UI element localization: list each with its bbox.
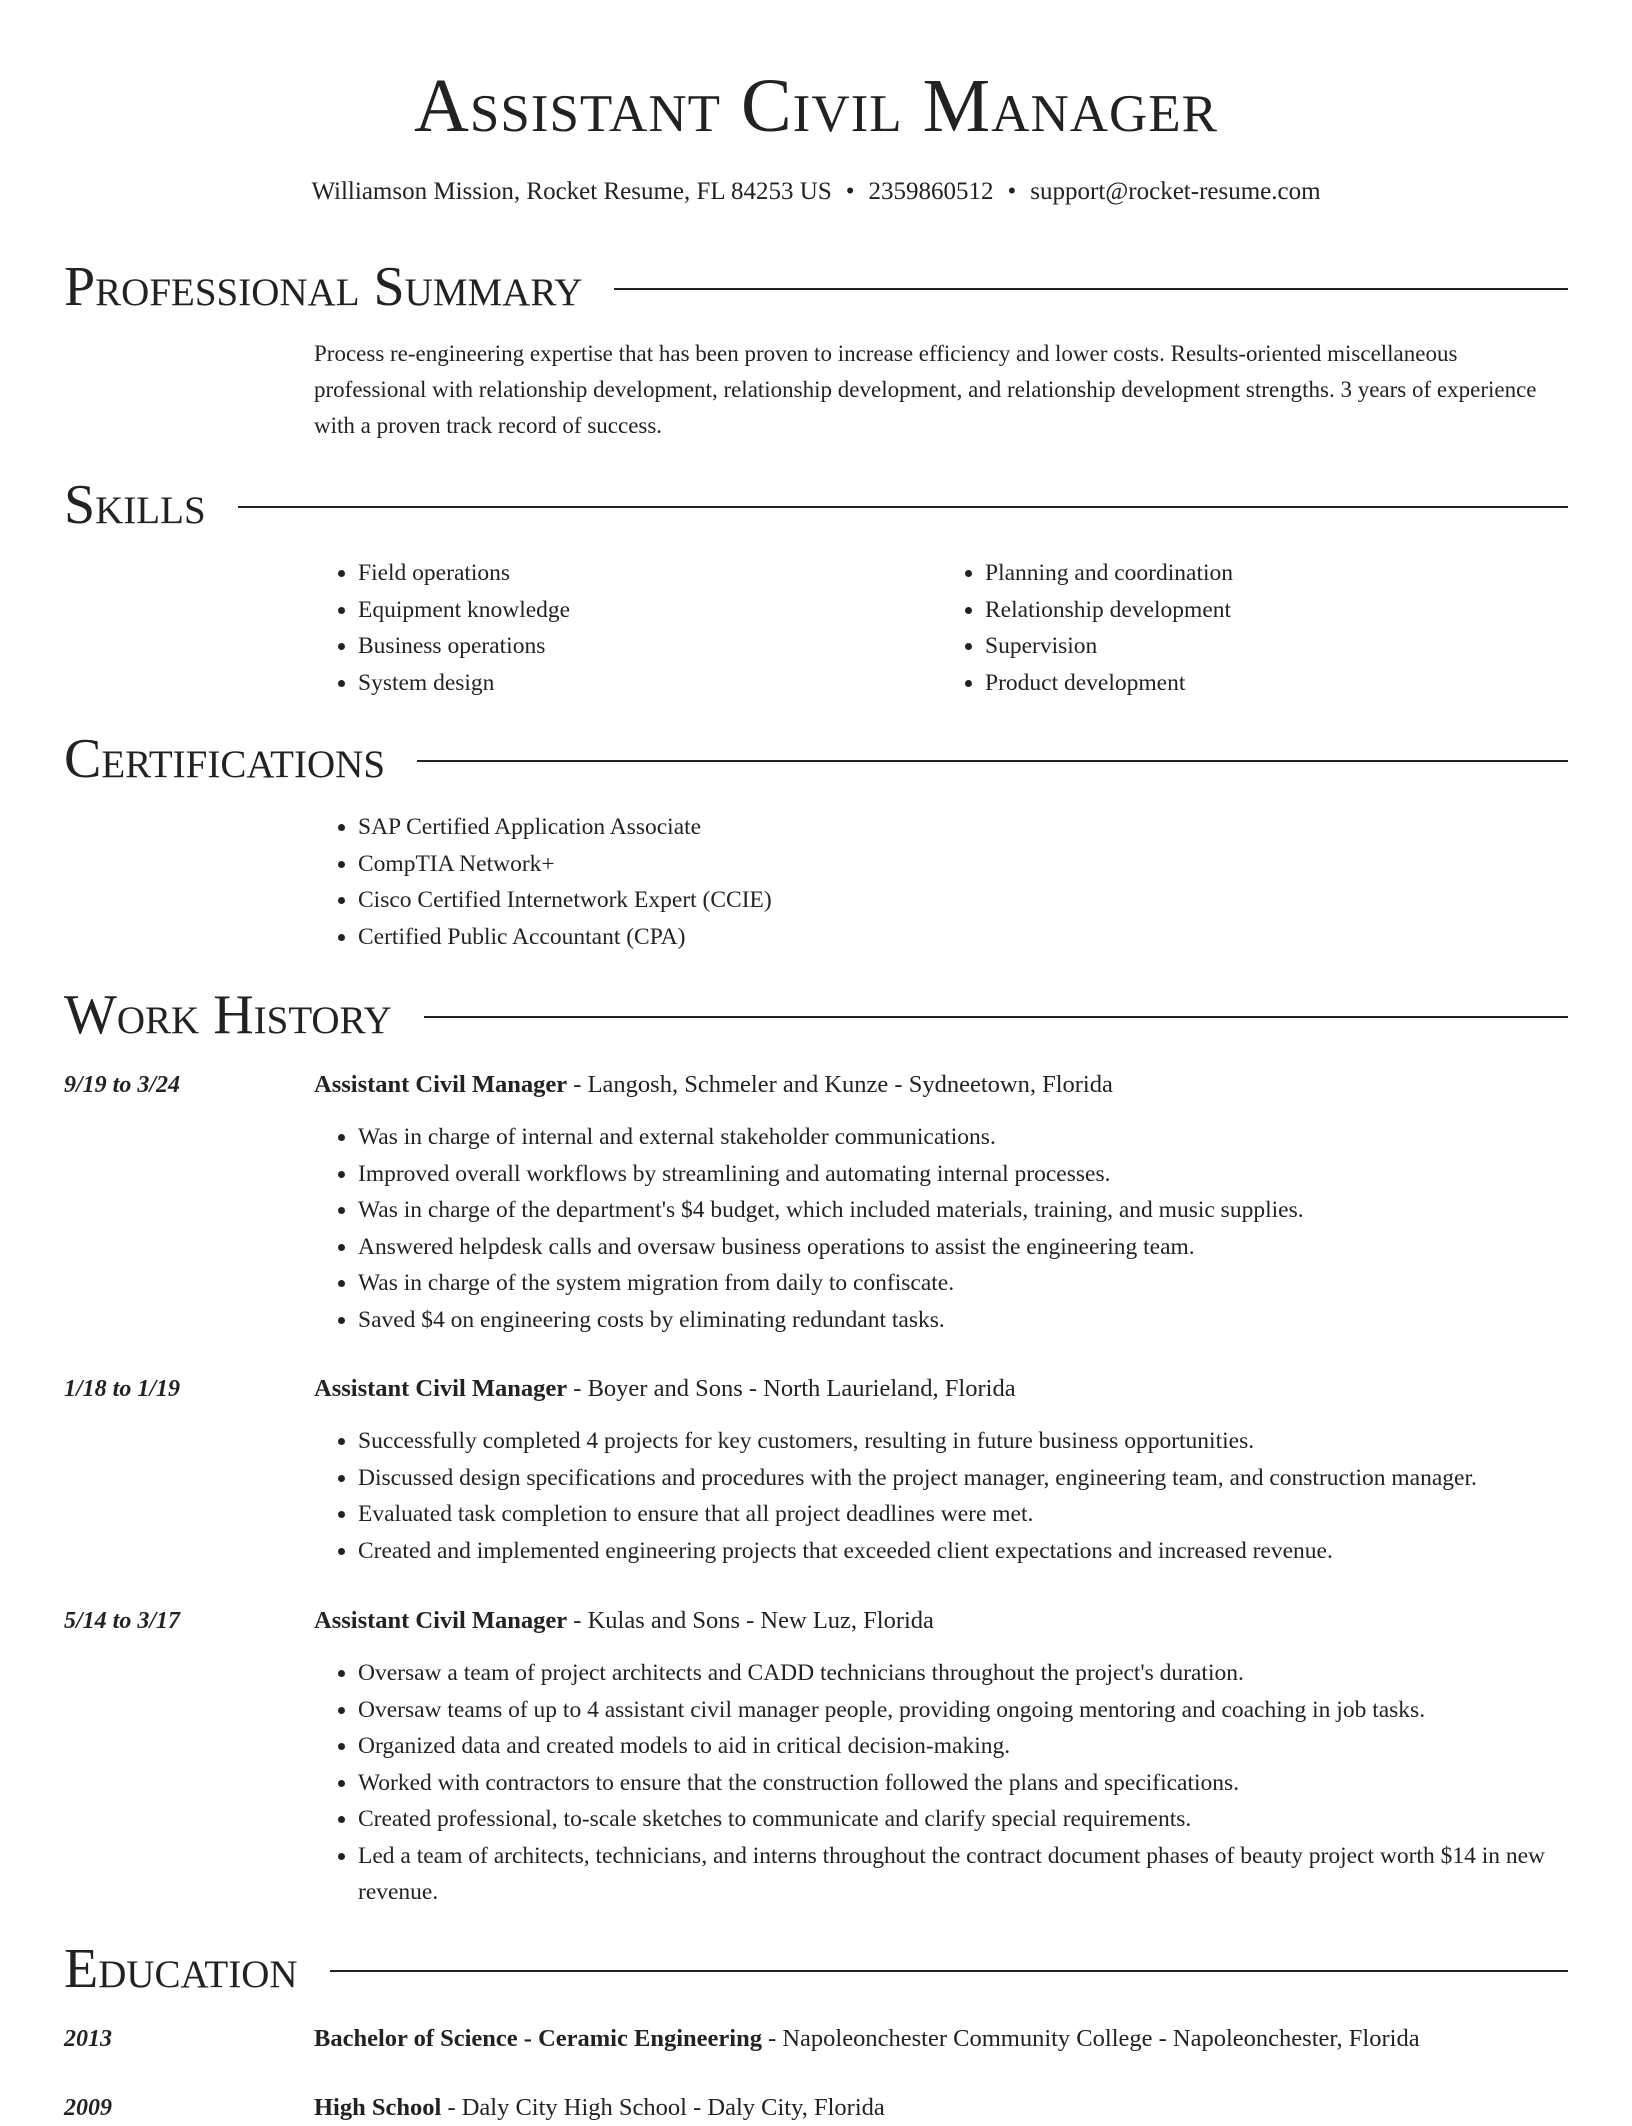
responsibility-item: • Answered helpdesk calls and oversaw business operations to assist the engineering team. xyxy=(358,1229,1568,1266)
skill-item: • Equipment knowledge xyxy=(358,592,941,629)
responsibility-item: • Saved $4 on engineering costs by eliminating redundant tasks. xyxy=(358,1302,1568,1339)
skill-item: • Supervision xyxy=(985,628,1568,665)
responsibility-item: • Was in charge of the department's $4 budget, which included materials, training, and music supplies. xyxy=(358,1192,1568,1229)
responsibility-item: • Oversaw teams of up to 4 assistant civil manager people, providing ongoing mentoring and coaching in job tasks. xyxy=(358,1692,1568,1729)
email: support@rocket-resume.com xyxy=(1030,178,1321,205)
certification-item: • Cisco Certified Internetwork Expert (CCIE) xyxy=(358,882,1568,919)
job-employer: - Boyer and Sons - North Laurieland, Florida xyxy=(567,1375,1016,1402)
skill-item: • System design xyxy=(358,665,941,702)
job-title xyxy=(314,1371,1568,1407)
responsibility-item: • Created and implemented engineering projects that exceeded client expectations and increased revenue. xyxy=(358,1533,1568,1570)
job-position: Assistant Civil Manager xyxy=(314,1071,568,1098)
certification-item: • Certified Public Accountant (CPA) xyxy=(358,919,1568,956)
summary-text: Process re-engineering expertise that has been proven to increase efficiency and lower costs. Results-oriented miscellaneous professional with relationship development, relationship development, and relationship development strengths. 3 years of experience with a proven track record of success. xyxy=(314,341,1537,438)
section-divider xyxy=(424,1016,1568,1018)
separator: • xyxy=(1007,178,1017,205)
job-employer: - Langosh, Schmeler and Kunze - Sydneetown, Florida xyxy=(567,1071,1113,1098)
school: - Daly City High School - Daly City, Florida xyxy=(441,2094,885,2121)
responsibility-item: • Was in charge of internal and external stakeholder communications. xyxy=(358,1119,1568,1156)
skill-item: • Business operations xyxy=(358,628,941,665)
job-dates: 1/18 to 1/19 xyxy=(64,1376,181,1402)
job-responsibilities xyxy=(314,1423,1568,1569)
skill-item: • Planning and coordination xyxy=(985,555,1568,592)
skills-column-left xyxy=(314,555,941,701)
certifications-list xyxy=(314,809,1568,955)
section-divider xyxy=(330,1970,1568,1972)
summary-heading xyxy=(64,252,1568,322)
school: - Napoleonchester Community College - Napoleonchester, Florida xyxy=(761,2025,1420,2052)
skill-item: • Field operations xyxy=(358,555,941,592)
skills-heading xyxy=(64,470,1568,540)
section-divider xyxy=(614,288,1568,290)
section-divider xyxy=(417,760,1568,762)
education-heading xyxy=(64,1934,1568,2004)
section-title: Education xyxy=(64,1938,298,2000)
certifications-heading xyxy=(64,724,1568,794)
education-entry xyxy=(314,2021,1568,2057)
education-year: 2013 xyxy=(64,2026,112,2052)
address: Williamson Mission, Rocket Resume, FL 84253 US xyxy=(311,178,832,205)
skills-column-right xyxy=(941,555,1568,701)
responsibility-item: • Led a team of architects, technicians, and interns throughout the contract document phases of beauty project worth $14 in new revenue. xyxy=(358,1838,1568,1911)
work-history-heading xyxy=(64,980,1568,1050)
job-dates: 5/14 to 3/17 xyxy=(64,1608,181,1634)
job-employer: - Kulas and Sons - New Luz, Florida xyxy=(567,1607,934,1634)
job-position: Assistant Civil Manager xyxy=(314,1375,568,1402)
candidate-name: Assistant Civil Manager xyxy=(413,64,1219,148)
responsibility-item: • Worked with contractors to ensure that the construction followed the plans and specifications. xyxy=(358,1765,1568,1802)
section-title: Skills xyxy=(64,474,206,536)
responsibility-item: • Evaluated task completion to ensure that all project deadlines were met. xyxy=(358,1496,1568,1533)
responsibility-item: • Organized data and created models to aid in critical decision-making. xyxy=(358,1728,1568,1765)
job-responsibilities xyxy=(314,1119,1568,1338)
job-position: Assistant Civil Manager xyxy=(314,1607,568,1634)
skills-list xyxy=(314,555,1568,701)
section-title: Work History xyxy=(64,984,392,1046)
degree: Bachelor of Science - Ceramic Engineering xyxy=(314,2025,762,2052)
section-title: Certifications xyxy=(64,728,386,790)
responsibility-item: • Improved overall workflows by streamlining and automating internal processes. xyxy=(358,1156,1568,1193)
responsibility-item: • Was in charge of the system migration from daily to confiscate. xyxy=(358,1265,1568,1302)
skill-item: • Relationship development xyxy=(985,592,1568,629)
degree: High School xyxy=(314,2094,442,2121)
responsibility-item: • Discussed design specifications and procedures with the project manager, engineering team, and construction manager. xyxy=(358,1460,1568,1497)
section-title: Professional Summary xyxy=(64,256,583,318)
phone: 2359860512 xyxy=(868,178,994,205)
certification-item: • SAP Certified Application Associate xyxy=(358,809,1568,846)
contact-line xyxy=(0,172,1632,212)
responsibility-item: • Created professional, to-scale sketches to communicate and clarify special requirements. xyxy=(358,1801,1568,1838)
job-title xyxy=(314,1603,1568,1639)
education-entry xyxy=(314,2090,1568,2126)
certification-item: • CompTIA Network+ xyxy=(358,846,1568,883)
skill-item: • Product development xyxy=(985,665,1568,702)
separator: • xyxy=(845,178,855,205)
job-responsibilities xyxy=(314,1655,1568,1911)
responsibility-item: • Successfully completed 4 projects for key customers, resulting in future business opportunities. xyxy=(358,1423,1568,1460)
section-divider xyxy=(238,506,1568,508)
job-dates: 9/19 to 3/24 xyxy=(64,1072,181,1098)
education-year: 2009 xyxy=(64,2095,112,2121)
responsibility-item: • Oversaw a team of project architects and CADD technicians throughout the project's duration. xyxy=(358,1655,1568,1692)
job-title xyxy=(314,1067,1568,1103)
